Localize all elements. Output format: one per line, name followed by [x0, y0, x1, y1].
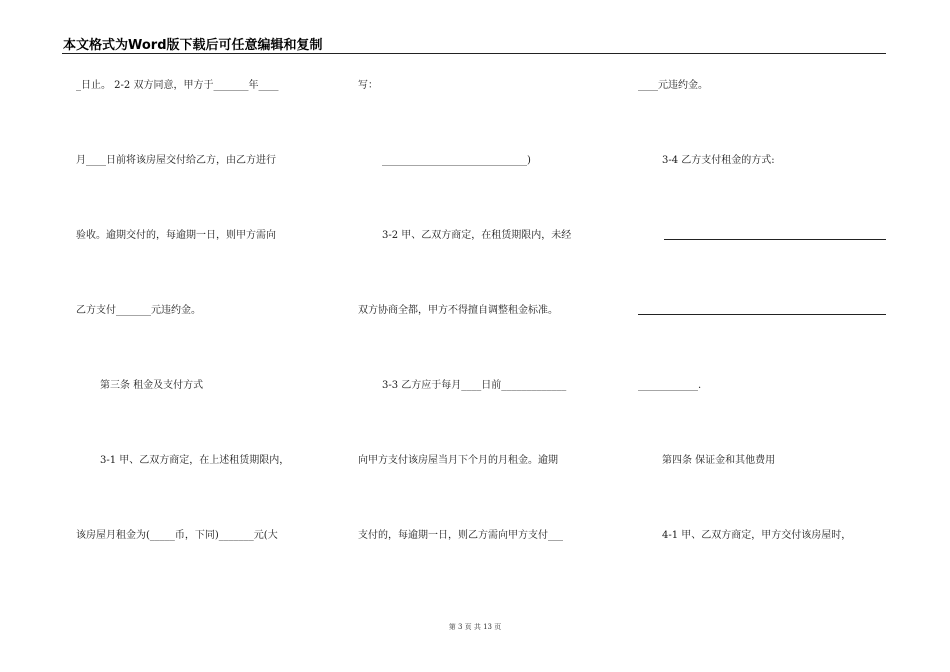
section-heading: 第四条 保证金和其他费用 [662, 455, 776, 466]
text-line: 3-1 甲、乙双方商定，在上述租赁期限内， [100, 455, 290, 466]
text-line: 支付的，每逾期一日，则乙方需向甲方支付___ [358, 530, 563, 541]
text-line: 月____日前将该房屋交付给乙方，由乙方进行 [76, 155, 276, 166]
text-line: 验收。逾期交付的，每逾期一日，则甲方需向 [76, 230, 276, 241]
text-line: ____元违约金。 [638, 80, 708, 91]
text-line: ____________. [638, 380, 702, 391]
text-line: 该房屋月租金为(_____币，下同)_______元(大 [76, 530, 278, 541]
blank-fill-line [638, 314, 886, 315]
text-line: 乙方支付_______元违约金。 [76, 305, 201, 316]
text-line: 写： [358, 80, 378, 91]
text-line: 3-2 甲、乙双方商定，在租赁期限内，未经 [382, 230, 572, 241]
text-line: _____________________________) [382, 155, 531, 166]
blank-fill-line [664, 239, 886, 240]
text-line: 向甲方支付该房屋当月下个月的月租金。逾期 [358, 455, 558, 466]
text-line: 4-1 甲、乙双方商定，甲方交付该房屋时， [662, 530, 852, 541]
text-line: _日止。 2-2 双方同意，甲方于_______年____ [76, 80, 279, 91]
section-heading: 第三条 租金及支付方式 [100, 380, 204, 391]
page-number: 第 3 页 共 13 页 [448, 623, 502, 631]
header-title: 本文格式为Word版下载后可任意编辑和复制 [63, 38, 323, 53]
text-line: 3-3 乙方应于每月____日前_____________ [382, 380, 567, 391]
header-divider [62, 53, 886, 54]
text-line: 双方协商全都，甲方不得擅自调整租金标准。 [358, 305, 558, 316]
text-line: 3-4 乙方支付租金的方式: [662, 155, 775, 166]
